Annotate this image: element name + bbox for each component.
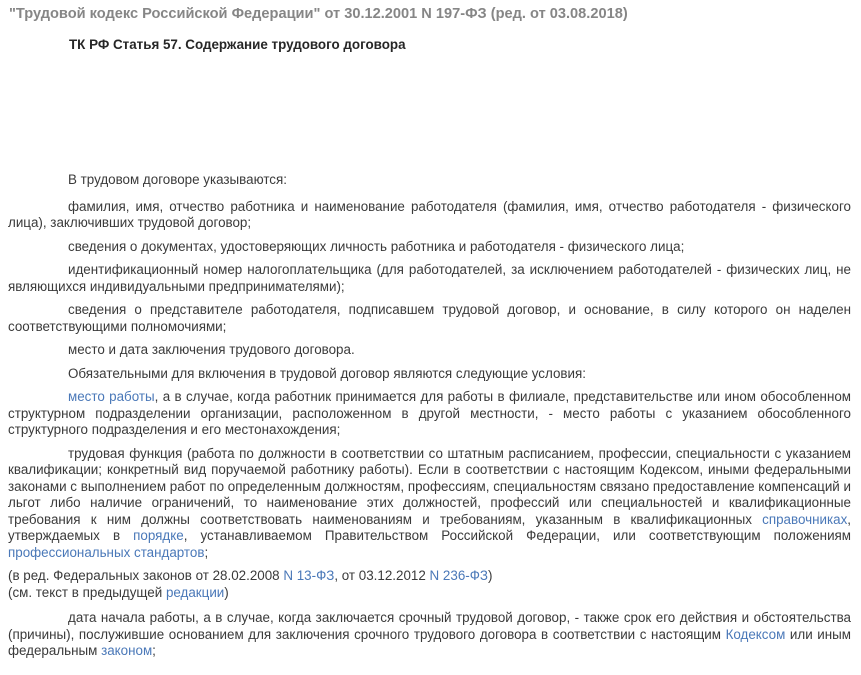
paragraph-text: ; (204, 544, 209, 560)
paragraph-text: , утверждаемых в (8, 511, 851, 543)
paragraph-representative: сведения о представителе работодателя, подписавшем трудовой договор, и основание, в силу которого он наделен соответствующими полномочиями; (8, 302, 851, 334)
link-federal-law[interactable]: законом (101, 643, 153, 658)
link-reference-books[interactable]: справочниках (762, 511, 848, 527)
note-text: (в ред. Федеральных законов от 28.02.2008 (8, 568, 284, 583)
note-text: (см. текст в предыдущей (8, 584, 166, 600)
link-workplace[interactable]: место работы (68, 389, 155, 404)
link-law-236fz[interactable]: N 236-ФЗ (429, 568, 488, 583)
note-text: ) (488, 568, 493, 583)
paragraph-inn: идентификационный номер налогоплательщика (для работодателей, за исключением работодателей - физических лиц, не являющихся индивидуальными предпринимателями); (8, 262, 851, 294)
link-professional-standards[interactable]: профессиональных стандартов (8, 544, 205, 560)
paragraph-documents: сведения о документах, удостоверяющих личность работника и работодателя - физического лица; (68, 238, 685, 254)
paragraph-text: ; (152, 643, 156, 658)
paragraph-intro: В трудовом договоре указываются: (68, 172, 287, 187)
article-title: ТК РФ Статья 57. Содержание трудового договора (69, 37, 406, 52)
paragraph-mandatory-conditions: Обязательными для включения в трудовой договор являются следующие условия: (68, 365, 586, 381)
link-previous-edition[interactable]: редакции (165, 584, 225, 600)
paragraph-labor-function (8, 446, 851, 562)
paragraph-text: дата начала работы, а в случае, когда заключается срочный трудовой договор, - также срок его действия и обстоятельства (причины), послужившие основанием для заключения срочного трудового договора в соответствии с настоящим (8, 610, 851, 642)
article-content (8, 172, 851, 667)
paragraph-names: фамилия, имя, отчество работника и наименование работодателя (фамилия, имя, отчество работодателя - физического лица), заключивших трудовой договор; (8, 198, 851, 230)
paragraph-workplace (8, 389, 851, 439)
paragraph-text: трудовая функция (работа по должности в соответствии со штатным расписанием, профессии, специальности с указанием квалификации; конкретный вид поручаемой работнику работы). Если в соответствии с настоящим Кодексом, иными федеральными законами с выполнением работ по определенным должностям, профессиям, специальностям связано предоставление компенсаций и льгот либо наличие ограничений, то наименование этих должностей, профессий или специальностей и квалификационные требования к ним должны соответствовать наименованиям и требованиям, указанным в квалификационных (8, 445, 851, 527)
link-law-13fz[interactable]: N 13-ФЗ (283, 568, 335, 583)
document-title: "Трудовой кодекс Российской Федерации" от 30.12.2001 N 197-ФЗ (ред. от 03.08.2018) (9, 6, 628, 22)
note-text: ) (224, 584, 229, 600)
paragraph-text: , а в случае, когда работник принимается для работы в филиале, представительстве или ином обособленном структурном подразделении организации, расположенном в другой местности, - место работы с указанием обособленного структурного подразделения и его местонахождения; (8, 389, 851, 437)
amendment-note (8, 568, 851, 585)
paragraph-text: , устанавливаемом Правительством Российской Федерации, или соответствующим положениям (183, 528, 852, 543)
link-code[interactable]: Кодексом (725, 626, 786, 642)
note-text: , от 03.12.2012 (334, 568, 430, 583)
paragraph-place-date: место и дата заключения трудового договора. (68, 342, 355, 357)
paragraph-text: или иным федеральным (8, 626, 851, 658)
paragraph-start-date (8, 610, 851, 660)
previous-edition-note (8, 585, 851, 602)
link-procedure[interactable]: порядке (133, 528, 184, 543)
